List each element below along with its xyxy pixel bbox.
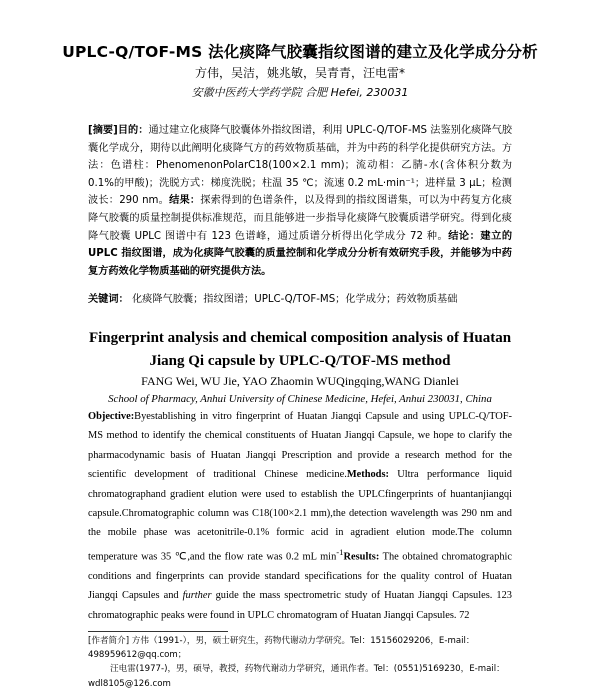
objective-text-en: Byestablishing in vitro fingerprint of Huatan Jiangqi Capsule and using UPLC-Q/TOF-MS method to identify the chemical constituents of Huatan Jiangqi Capsule, we hope to clarify the pharmacodynamic basis of Huatan Jiangqi Prescription and provide a research method for the scientific development of traditional Chinese medicine.: [88, 411, 512, 481]
conclusion-text-cn: 建立的 UPLC 指纹图谱，成为化痰降气胶囊的质量控制和化学成分分析有效研究手段，并能够为中药复方药效化学物质基础的研究提供方法。: [88, 230, 513, 277]
results-text-en-2: guide the mass spectrometric study of Huatan Jiangqi Capsules. 123 chromatographic peaks were found in UPLC chromatogram of Huatan Jiangqi Capsules. 72: [88, 590, 512, 621]
english-affiliation: School of Pharmacy, Anhui University of Chinese Medicine, Hefei, Anhui 230031, China: [108, 393, 492, 405]
objective-label-en: Objective:: [88, 411, 135, 422]
methods-text-en: Ultra performance liquid chromatographand gradient elution were used to establish the UPLCfingerprints of huantanjiangqi capsule.Chromatographic column was C18(100×2.1 mm),the detection wavelength was 290 nm and the mobile phase was acetonitrile-0.1% formic acid in agradient elution mode.The column temperature was 35 ℃,and the flow rate was 0.2 mL min: [88, 469, 512, 563]
chinese-affiliation: 安徽中医药大学药学院 合肥 Hefei, 230031: [191, 86, 409, 99]
author-footnote: [88, 634, 512, 691]
result-text-cn: 探索得到的色谱条件，以及得到的指纹图谱集，可以为中药复方化痰降气胶囊的质量控制提供标准规范，而且能够进一步指导化痰降气胶囊质谱学研究。得到化痰降气胶囊 UPLC 图谱中有 123 色谱峰，通过质谱分析得出化学成分 72 种。: [88, 195, 512, 242]
chinese-title: UPLC-Q/TOF-MS 法化痰降气胶囊指纹图谱的建立及化学成分分析: [62, 43, 538, 61]
footnote-line-2: 498959612@qq.com；: [88, 650, 187, 661]
method-text-cn: 色谱柱：PhenomenonPolarC18(100×2.1 mm)；流动相：乙腈-水(含体积分数为 0.1%的甲酸)；洗脱方式：梯度洗脱；柱温 35 ℃；流速 0.2 mL·min⁻¹；进样量 3 μL；检测波长：290 nm。: [88, 160, 512, 207]
methods-label-en: Methods:: [346, 469, 389, 481]
english-title-line-1: Fingerprint analysis and chemical composition analysis of Huatan: [88, 330, 512, 346]
english-authors: FANG Wei, WU Jie, YAO Zhaomin WUQingqing,WANG Dianlei: [141, 374, 459, 388]
english-title-line-2: Jiang Qi capsule by UPLC-Q/TOF-MS method: [149, 353, 451, 369]
result-label-cn: 结果：: [169, 195, 201, 207]
footnote-line-4: wdl8105@126.com: [88, 678, 171, 689]
method-label-cn: 方法：: [88, 142, 512, 172]
footnote-line-3: 汪电雷(1977-)，男，硕导，教授，药物代谢动力学研究，通讯作者。Tel：(0551)5169230，E-mail：: [110, 664, 505, 675]
chinese-abstract: [88, 122, 512, 280]
keywords-label-cn: 关键词：: [88, 294, 129, 305]
abstract-label: [摘要]: [88, 125, 118, 136]
conclusion-label-cn: 结论：: [448, 230, 481, 242]
chinese-keywords: [88, 290, 512, 305]
results-italic-en: further: [182, 590, 212, 602]
footnote-divider: [88, 631, 228, 632]
footnote-line-1: [作者简介] 方伟（1991-），男，硕士研究生，药物代谢动力学研究。Tel：15156029206，E-mail：: [88, 636, 475, 646]
english-title: [40, 327, 560, 373]
results-text-en-1: The obtained chromatographic conditions and fingerprints can provide standard specifications for the quality control of Huatan Jiangqi Capsules and: [88, 551, 513, 602]
keywords-text-cn: 化痰降气胶囊；指纹图谱；UPLC-Q/TOF-MS；化学成分；药效物质基础: [132, 294, 458, 305]
results-label-en: Results:: [343, 551, 380, 563]
objective-text-cn: 通过建立化痰降气胶囊体外指纹图谱，利用 UPLC-Q/TOF-MS 法鉴别化痰降气胶囊化学成分，期待以此阐明化痰降气方的药效物质基础，并为中药的科学化提供研究方法。: [88, 125, 513, 154]
english-abstract: [88, 407, 512, 625]
methods-superscript: -1: [336, 546, 344, 557]
chinese-authors: 方伟，吴洁，姚兆敏，吴青青，汪电雷*: [194, 66, 405, 80]
objective-label-cn: 目的：: [117, 125, 149, 136]
